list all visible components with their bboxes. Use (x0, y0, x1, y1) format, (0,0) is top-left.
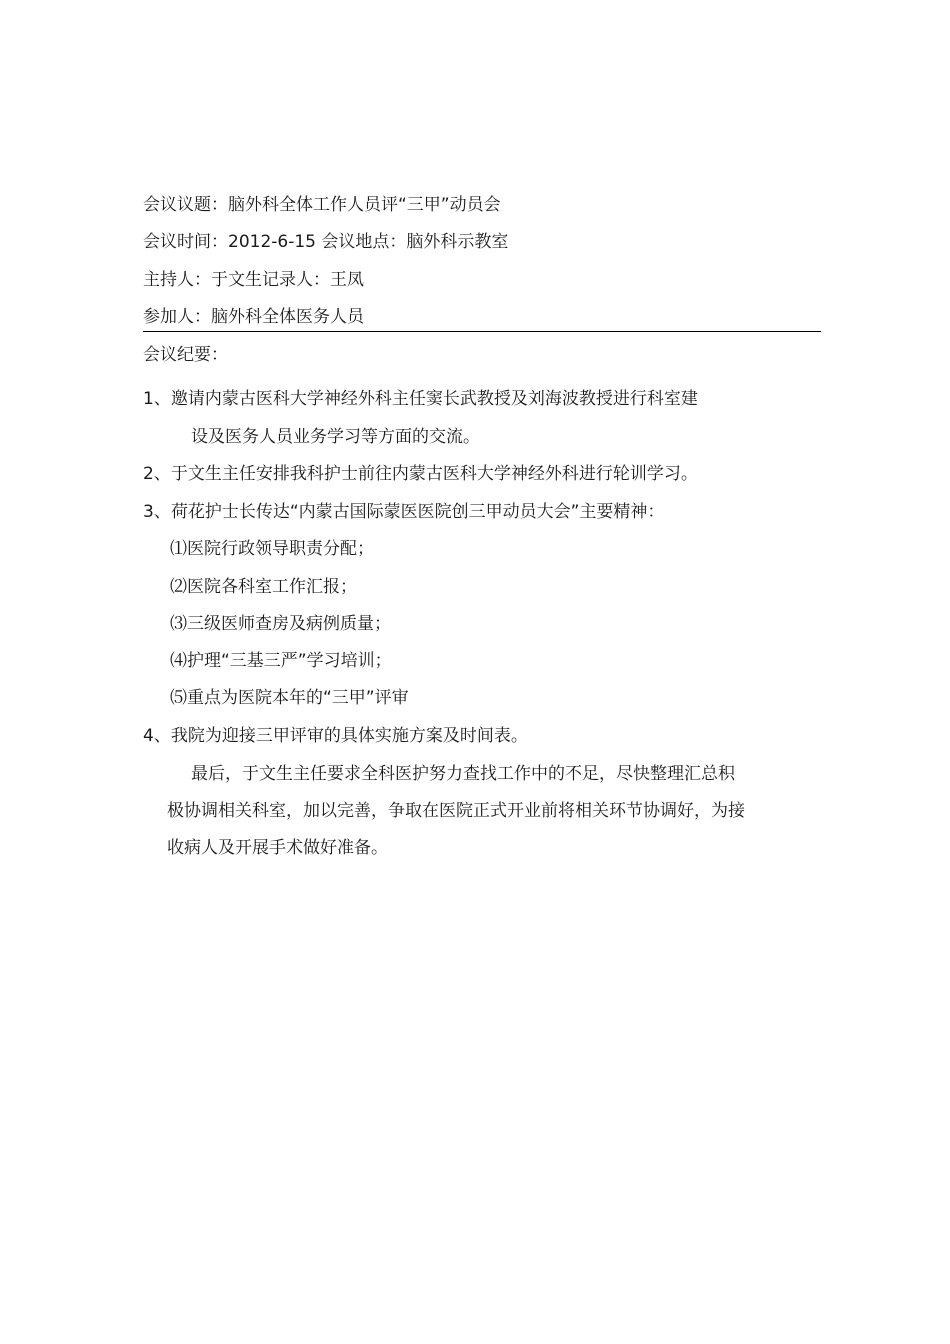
meeting-host-recorder: 主持人：于文生记录人：王凤 (143, 270, 364, 290)
closing-line-2: 极协调相关科室，加以完善，争取在医院正式开业前将相关环节协调好，为接 (167, 801, 745, 821)
item-3-subitem-4: ⑷护理“三基三严”学习培训； (170, 651, 392, 671)
header-divider (143, 331, 821, 332)
closing-line-1: 最后，于文生主任要求全科医护努力查找工作中的不足，尽快整理汇总积 (191, 764, 735, 784)
summary-label: 会议纪要： (143, 345, 228, 365)
item-4: 4、我院为迎接三甲评审的具体实施方案及时间表。 (143, 726, 528, 746)
meeting-attendees: 参加人：脑外科全体医务人员 (143, 307, 364, 327)
item-2: 2、于文生主任安排我科护士前往内蒙古医科大学神经外科进行轮训学习。 (143, 464, 698, 484)
meeting-time-place: 会议时间：2012-6-15 会议地点：脑外科示教室 (143, 232, 509, 252)
item-1-line-1: 1、邀请内蒙古医科大学神经外科主任窦长武教授及刘海波教授进行科室建 (143, 389, 698, 409)
item-3-subitem-2: ⑵医院各科室工作汇报； (170, 577, 357, 597)
item-3-subitem-1: ⑴医院行政领导职责分配； (170, 539, 374, 559)
item-1-line-2: 设及医务人员业务学习等方面的交流。 (191, 427, 480, 447)
meeting-topic: 会议议题：脑外科全体工作人员评“三甲”动员会 (143, 195, 501, 215)
item-3-subitem-5: ⑸重点为医院本年的“三甲”评审 (170, 688, 409, 708)
item-3-subitem-3: ⑶三级医师查房及病例质量； (170, 614, 391, 634)
closing-line-3: 收病人及开展手术做好准备。 (167, 838, 388, 858)
item-3: 3、荷花护士长传达“内蒙古国际蒙医医院创三甲动员大会”主要精神： (143, 502, 665, 522)
